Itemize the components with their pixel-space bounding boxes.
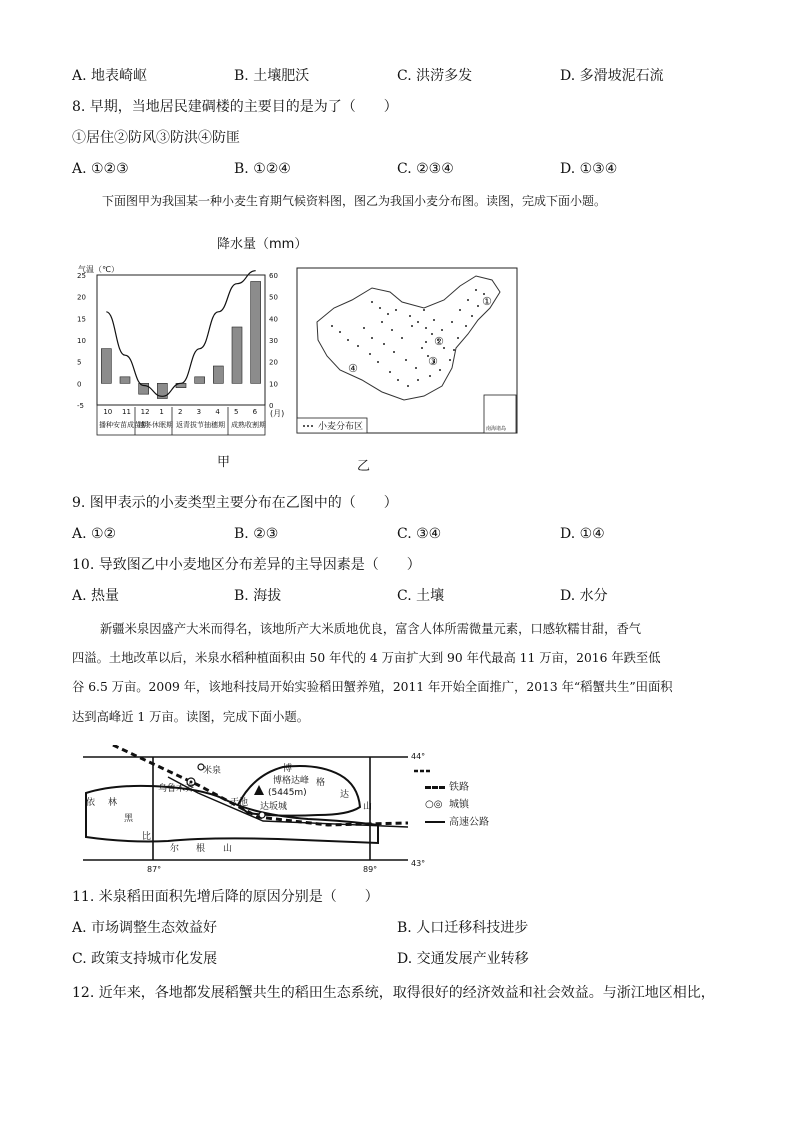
intro2-line-2: 四溢。土地改革以后，米泉水稻种植面积由 50 年代的 4 万亩扩大到 90 年代最高 11 万亩，2016 年跌至低 xyxy=(72,651,661,665)
wheat-dot xyxy=(465,325,467,327)
temperature-bar xyxy=(213,366,223,383)
place-bi: 比 xyxy=(142,832,152,842)
fig2-legend xyxy=(425,779,489,831)
wheat-dot xyxy=(439,369,441,371)
place-lin: 林 xyxy=(108,798,118,808)
wheat-dot xyxy=(347,339,349,341)
wheat-dot xyxy=(467,299,469,301)
wheat-dot xyxy=(417,379,419,381)
place-da: 达 xyxy=(340,790,350,800)
wheat-dot xyxy=(451,321,453,323)
q10-stem: 10. 导致图乙中小麦地区分布差异的主导因素是（ ） xyxy=(72,557,421,573)
wheat-dot xyxy=(331,325,333,327)
q8-items: ①居住②防风③防洪④防匪 xyxy=(72,130,240,146)
wheat-dot xyxy=(381,321,383,323)
wheat-dot xyxy=(453,349,455,351)
left-tick-label: 20 xyxy=(77,293,86,302)
stage-4: 成熟收割期 xyxy=(231,421,266,429)
wheat-dot xyxy=(429,375,431,377)
wheat-dot xyxy=(371,301,373,303)
map-inset-label: 南海诸岛 xyxy=(486,426,507,432)
map-label-3: ③ xyxy=(428,355,438,368)
q10-option-d: D. 水分 xyxy=(560,588,608,604)
left-tick-label: 10 xyxy=(77,337,86,345)
wheat-dot xyxy=(471,315,473,317)
lon-right-label: 89° xyxy=(363,865,378,874)
wheat-dot xyxy=(379,307,381,309)
map-label-1: ① xyxy=(482,295,492,308)
q10-option-a: A. 热量 xyxy=(72,588,120,604)
right-tick-label: 10 xyxy=(269,380,278,389)
right-tick-label: 0 xyxy=(269,402,274,410)
month-label: 3 xyxy=(196,408,202,416)
place-yi: 依 xyxy=(86,798,96,808)
place-gen: 根 xyxy=(196,844,206,854)
place-peak-height: (5445m) xyxy=(268,788,307,798)
place-er: 尔 xyxy=(170,844,180,854)
q8-stem: 8. 早期，当地居民建碉楼的主要目的是为了（ ） xyxy=(72,99,398,115)
left-axis-ticks xyxy=(77,272,86,410)
wheat-dot xyxy=(339,331,341,333)
place-hei: 黑 xyxy=(124,814,134,824)
wheat-dot xyxy=(415,367,417,369)
q10-option-c: C. 土壤 xyxy=(397,588,445,604)
wheat-dot xyxy=(389,371,391,373)
place-peak: 博格达峰 xyxy=(273,776,310,786)
left-tick-label: 5 xyxy=(77,358,82,367)
q8-option-a: A. ①②③ xyxy=(72,161,129,177)
q11-option-d: D. 交通发展产业转移 xyxy=(397,951,529,967)
wheat-dot xyxy=(449,359,451,361)
lat-bottom-label: 43° xyxy=(411,859,426,868)
right-tick-label: 40 xyxy=(269,315,278,324)
q11-option-c: C. 政策支持城市化发展 xyxy=(72,951,218,967)
wheat-dot xyxy=(357,345,359,347)
intro-paragraph-1: 下面图甲为我国某一种小麦生育期气候资料图，图乙为我国小麦分布图。读图，完成下面小题。 xyxy=(102,194,607,208)
month-label: 11 xyxy=(122,408,131,416)
wheat-dot xyxy=(457,337,459,339)
q7-option-d: D. 多滑坡泥石流 xyxy=(560,68,664,84)
left-tick-label: 0 xyxy=(77,380,82,389)
caption-jia: 甲 xyxy=(217,455,231,470)
q11-option-b: B. 人口迁移科技进步 xyxy=(397,920,529,936)
q12-stem: 12. 近年来，各地都发展稻蟹共生的稻田生态系统，取得很好的经济效益和社会效益。与浙江地区相比， xyxy=(72,985,715,1001)
wheat-dot xyxy=(423,309,425,311)
q8-option-b: B. ①②④ xyxy=(234,161,291,177)
month-labels xyxy=(103,408,257,416)
wheat-dot xyxy=(397,379,399,381)
figure-1 xyxy=(72,230,532,480)
month-label: 12 xyxy=(140,408,150,416)
right-tick-label: 20 xyxy=(269,358,278,367)
wheat-dot xyxy=(417,321,419,323)
q9-stem: 9. 图甲表示的小麦类型主要分布在乙图中的（ ） xyxy=(72,495,398,511)
wheat-dot xyxy=(425,327,427,329)
wheat-dot xyxy=(377,361,379,363)
q9-option-d: D. ①④ xyxy=(560,526,605,542)
month-unit: (月) xyxy=(270,409,285,418)
q9-option-b: B. ②③ xyxy=(234,526,279,542)
place-shan: 山 xyxy=(363,802,373,812)
lon-left-label: 87° xyxy=(147,865,162,874)
wheat-dot xyxy=(395,309,397,311)
left-tick-label: 15 xyxy=(77,315,86,324)
wheat-dot xyxy=(407,385,409,387)
map-legend-label: 小麦分布区 xyxy=(318,422,364,432)
wheat-dot xyxy=(401,337,403,339)
right-tick-label: 30 xyxy=(269,337,278,345)
month-label: 1 xyxy=(159,408,164,416)
wheat-dot xyxy=(475,289,477,291)
month-label: 6 xyxy=(252,408,258,416)
temperature-bar xyxy=(101,349,111,384)
temperature-bar xyxy=(232,327,242,383)
left-tick-label: -5 xyxy=(77,402,84,410)
wheat-dot xyxy=(431,333,433,335)
right-tick-label: 60 xyxy=(269,272,278,280)
wheat-dot xyxy=(393,351,395,353)
wheat-dot xyxy=(441,329,443,331)
wheat-dot xyxy=(383,343,385,345)
place-shan2: 山 xyxy=(223,844,233,854)
month-label: 10 xyxy=(103,408,113,416)
month-label: 4 xyxy=(215,408,220,416)
precip-title: 降水量（mm） xyxy=(217,237,308,252)
wheat-dot xyxy=(421,347,423,349)
q7-option-c: C. 洪涝多发 xyxy=(397,68,473,84)
wheat-dot xyxy=(409,315,411,317)
intro2-line-3: 谷 6.5 万亩。2009 年，该地科技局开始实验稻田蟹养殖，2011 年开始全面推广，2013 年“稻蟹共生”田面积 xyxy=(72,680,673,694)
place-ge: 格 xyxy=(316,778,326,788)
q8-option-d: D. ①③④ xyxy=(560,161,618,177)
wheat-dot xyxy=(477,305,479,307)
temperature-bar xyxy=(251,282,261,384)
q11-option-a: A. 市场调整生态效益好 xyxy=(72,920,218,936)
lat-top-label: 44° xyxy=(411,752,426,761)
q8-option-c: C. ②③④ xyxy=(397,161,454,177)
wheat-dot xyxy=(387,313,389,315)
wheat-dot xyxy=(371,337,373,339)
place-dabancheng: 达坂城 xyxy=(260,802,288,812)
q9-option-c: C. ③④ xyxy=(397,526,442,542)
intro2-line-1: 新疆米泉因盛产大米而得名，该地所产大米质地优良，富含人体所需微量元素，口感软糯甘甜，香气 xyxy=(100,622,642,636)
china-wheat-map xyxy=(297,268,517,433)
legend-railway: 铁路 xyxy=(425,779,489,796)
right-axis-ticks xyxy=(269,272,278,410)
wheat-dot xyxy=(391,329,393,331)
stage-1: 播种安苗成苗期 xyxy=(99,421,148,429)
stage-3: 返青拔节抽穗期 xyxy=(176,421,225,429)
caption-yi: 乙 xyxy=(357,459,371,474)
wheat-dot xyxy=(411,325,413,327)
place-tianchi: 天池 xyxy=(230,798,249,808)
place-urumqi: 乌鲁木齐 xyxy=(158,784,195,794)
wheat-dot xyxy=(425,341,427,343)
wheat-dot xyxy=(369,353,371,355)
temperature-bar xyxy=(195,377,205,384)
map-label-4: ④ xyxy=(348,362,358,375)
wheat-dot xyxy=(405,359,407,361)
figure-2 xyxy=(78,745,438,875)
q9-option-a: A. ①② xyxy=(72,526,117,542)
place-bo: 博 xyxy=(283,764,293,774)
month-label: 2 xyxy=(178,408,183,416)
left-tick-label: 25 xyxy=(77,272,86,280)
wheat-dot xyxy=(363,327,365,329)
stage-2: 越冬休眠期 xyxy=(138,421,173,429)
place-miquan: 米泉 xyxy=(203,766,222,776)
q10-option-b: B. 海拔 xyxy=(234,588,282,604)
map-label-2: ② xyxy=(434,335,444,348)
legend-highway: 高速公路 xyxy=(425,814,489,831)
legend-town: ○◎ 城镇 xyxy=(425,799,469,811)
q11-stem: 11. 米泉稻田面积先增后降的原因分别是（ ） xyxy=(72,889,379,905)
q7-option-a: A. 地表崎岖 xyxy=(72,68,148,84)
temp-axis-label: 气温（℃） xyxy=(78,265,119,274)
intro2-line-4: 达到高峰近 1 万亩。读图，完成下面小题。 xyxy=(72,710,309,724)
month-label: 5 xyxy=(234,408,239,416)
temperature-bars xyxy=(101,282,260,399)
temperature-bar xyxy=(120,377,130,384)
wheat-dot xyxy=(433,319,435,321)
right-tick-label: 50 xyxy=(269,293,278,302)
q7-option-b: B. 土壤肥沃 xyxy=(234,68,310,84)
wheat-dot xyxy=(459,309,461,311)
